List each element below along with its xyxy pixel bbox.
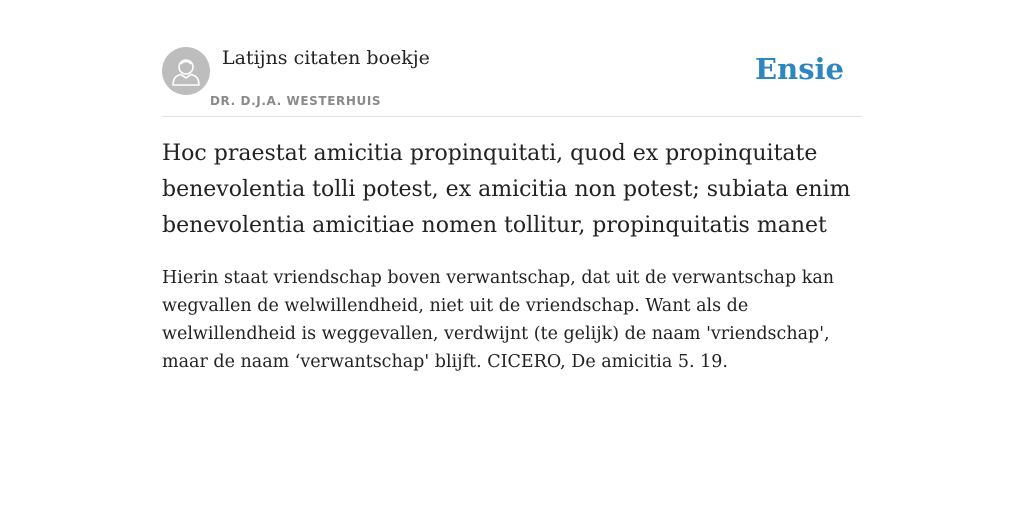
author-avatar[interactable] bbox=[162, 47, 210, 95]
latin-quote: Hoc praestat amicitia propinquitati, quod ex propinquitate benevolentia tolli potest, ex amicitia non potest; subiata enim benevolentia amicitiae nomen tollitur, propinquitatis manet bbox=[162, 141, 851, 238]
book-title[interactable]: Latijns citaten boekje bbox=[222, 47, 430, 69]
entry-header bbox=[162, 0, 862, 117]
user-placeholder-icon bbox=[162, 47, 210, 95]
brand-logo[interactable]: Ensie bbox=[755, 52, 844, 86]
author-name[interactable]: DR. D.J.A. WESTERHUIS bbox=[210, 94, 382, 108]
entry-card bbox=[162, 0, 862, 372]
quote-translation: Hierin staat vriendschap boven verwantschap, dat uit de verwantschap kan wegvallen de welwillendheid, niet uit de vriendschap. Want als de welwillendheid is weggevallen, verdwijnt (te gelijk) de naam 'vriendschap', maar de naam ‘verwantschap' blijft. CICERO, De amicitia 5. 19. bbox=[162, 268, 835, 372]
